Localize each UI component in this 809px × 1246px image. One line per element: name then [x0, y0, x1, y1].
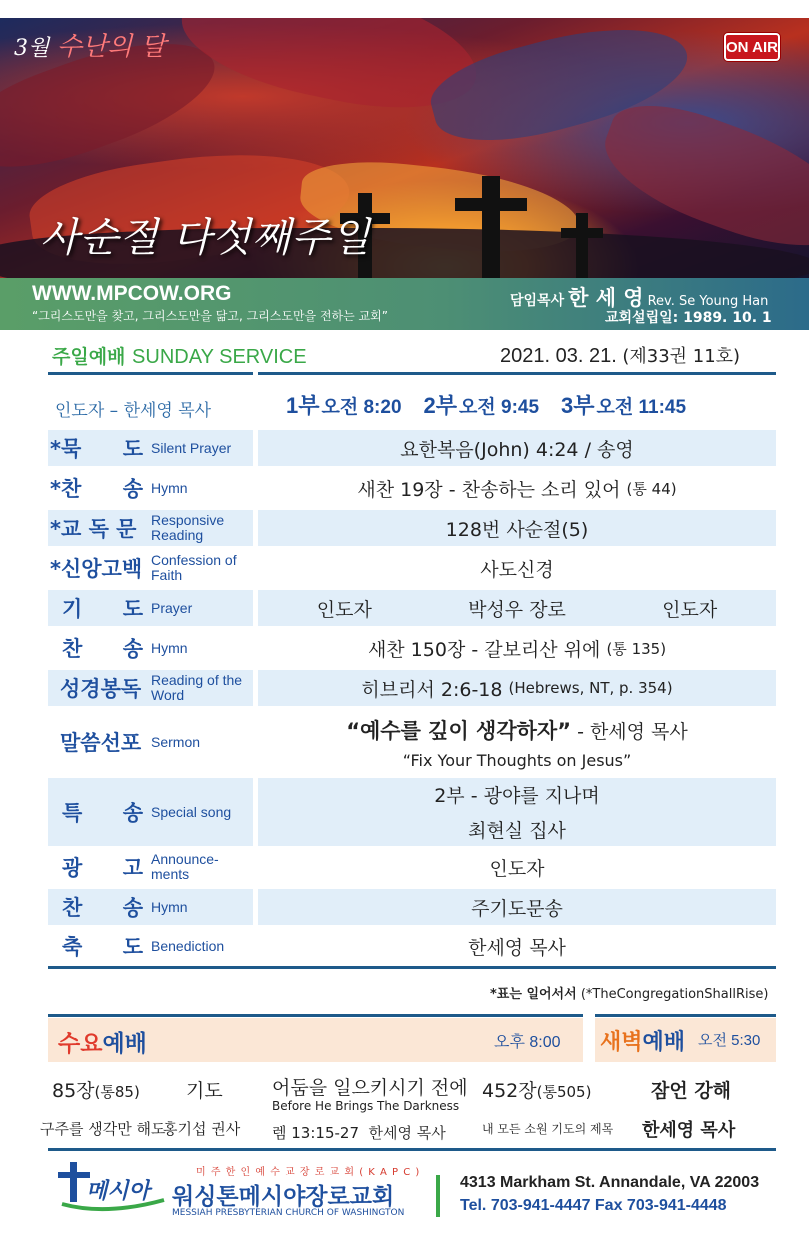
- wed-prayer-by: 홍기섭 권사: [163, 1120, 241, 1138]
- church-address: 4313 Markham St. Annandale, VA 22003: [460, 1174, 760, 1191]
- wed-hymn: 85장(통85): [52, 1080, 140, 1102]
- logo-text: 메시아: [86, 1178, 150, 1204]
- banner-image: [0, 18, 809, 280]
- order-content-hymn-2: 새찬 150장 - 갈보리산 위에 (통 135): [367, 638, 667, 661]
- order-content-confession: 사도신경: [480, 558, 554, 581]
- divider: [595, 1014, 776, 1017]
- founded-date: 교회설립일: 1989. 10. 1: [605, 310, 772, 326]
- order-label-special-song: 특 송 Special song: [48, 778, 253, 846]
- dawn-sermon: 잠언 강해: [651, 1080, 732, 1102]
- church-logo: [56, 1160, 168, 1214]
- order-content-silent-prayer: 요한복음(John) 4:24 / 송영: [258, 430, 776, 466]
- order-content-benediction: 한세영 목사: [468, 936, 566, 959]
- order-label-prayer: 기 도 Prayer: [48, 590, 253, 626]
- order-content-hymn: 새찬 19장 - 찬송하는 소리 있어 (통 44): [357, 478, 677, 501]
- order-label-silent-prayer: *묵 도 Silent Prayer: [48, 430, 253, 466]
- order-label-announcements: 광 고 Announce-ments: [62, 851, 219, 882]
- order-label-hymn: *찬 송 Hymn: [50, 477, 188, 501]
- order-label-sermon: 말씀선포 Sermon: [60, 731, 201, 755]
- wed-sermon-title: 어둠을 일으키시기 전에: [272, 1077, 468, 1099]
- order-content-special-song: 2부 - 광야를 지나며 최현실 집사: [258, 778, 776, 846]
- order-content-announcements: 인도자: [489, 857, 545, 880]
- order-label-benediction: 축 도 Benediction: [62, 935, 225, 959]
- standing-note: *표는 일어서서 (*TheCongregationShallRise): [490, 987, 769, 1002]
- church-motto: “그리스도만을 찾고, 그리스도만을 닮고, 그리스도만을 전하는 교회”: [32, 309, 388, 323]
- church-name-ko: 워싱톤메시야장로교회: [172, 1184, 395, 1210]
- order-content-responsive-reading: 128번 사순절(5): [258, 510, 776, 546]
- banner-title: 사순절 다섯째주일: [40, 215, 371, 261]
- month-theme: 3월 수난의 달: [14, 32, 166, 62]
- wed-prayer-label: 기도: [186, 1080, 223, 1102]
- dawn-time: 오전 5:30: [698, 1032, 761, 1049]
- order-label-hymn-3: 찬 송 Hymn: [48, 889, 253, 925]
- order-content-sermon: “예수를 깊이 생각하자” - 한세영 목사 “Fix Your Thoughts on Jesus”: [346, 718, 688, 770]
- on-air-button[interactable]: ON AIR: [724, 33, 780, 61]
- order-content-scripture: 히브리서 2:6-18 (Hebrews, NT, p. 354): [258, 670, 776, 706]
- order-content-hymn-3: 주기도문송: [258, 889, 776, 925]
- wednesday-time: 오후 8:00: [494, 1034, 561, 1051]
- order-label-hymn-2: 찬 송 Hymn: [62, 637, 188, 661]
- wednesday-title: 수요예배: [58, 1031, 147, 1057]
- service-times: 1부 오전 8:20 2부 오전 9:45 3부 오전 11:45: [286, 393, 687, 418]
- divider: [48, 1148, 776, 1151]
- service-date: 2021. 03. 21. (제33권 11호): [500, 345, 741, 367]
- divider: [48, 1014, 583, 1017]
- church-phone[interactable]: Tel. 703-941-4447 Fax 703-941-4448: [460, 1197, 727, 1214]
- dawn-title: 새벽예배: [600, 1030, 686, 1055]
- wed-passage: 렘 13:15-27 한세영 목사: [272, 1124, 446, 1142]
- divider: [48, 372, 253, 375]
- order-content-prayer: 인도자 박성우 장로 인도자: [258, 590, 776, 626]
- church-name-en: MESSIAH PRESBYTERIAN CHURCH OF WASHINGTON: [172, 1208, 405, 1218]
- website-link[interactable]: WWW.MPCOW.ORG: [32, 282, 232, 305]
- sunday-service-title: 주일예배 SUNDAY SERVICE: [52, 346, 307, 368]
- divider: [258, 372, 776, 375]
- wed-sermon-title-en: Before He Brings The Darkness: [272, 1099, 460, 1113]
- senior-pastor: 담임목사 한 세 영 Rev. Se Young Han: [510, 286, 769, 310]
- order-label-scripture: 성경봉독 Reading of the Word: [48, 670, 253, 706]
- wed-hymn-2-title: 내 모든 소원 기도의 제목: [482, 1122, 614, 1136]
- service-leader: 인도자 – 한세영 목사: [55, 401, 212, 421]
- order-label-confession: *신앙고백 Confession of Faith: [50, 552, 237, 583]
- denomination: 미 주 한 인 예 수 교 장 로 교 회 ( K A P C ): [196, 1167, 421, 1178]
- divider: [48, 966, 776, 969]
- wed-hymn-title: 구주를 생각만 해도: [40, 1120, 166, 1138]
- order-label-responsive-reading: *교 독 문 Responsive Reading: [48, 510, 253, 546]
- wed-hymn-2: 452장(통505): [482, 1080, 592, 1102]
- footer-divider: [436, 1175, 440, 1217]
- dawn-preacher: 한세영 목사: [642, 1120, 736, 1141]
